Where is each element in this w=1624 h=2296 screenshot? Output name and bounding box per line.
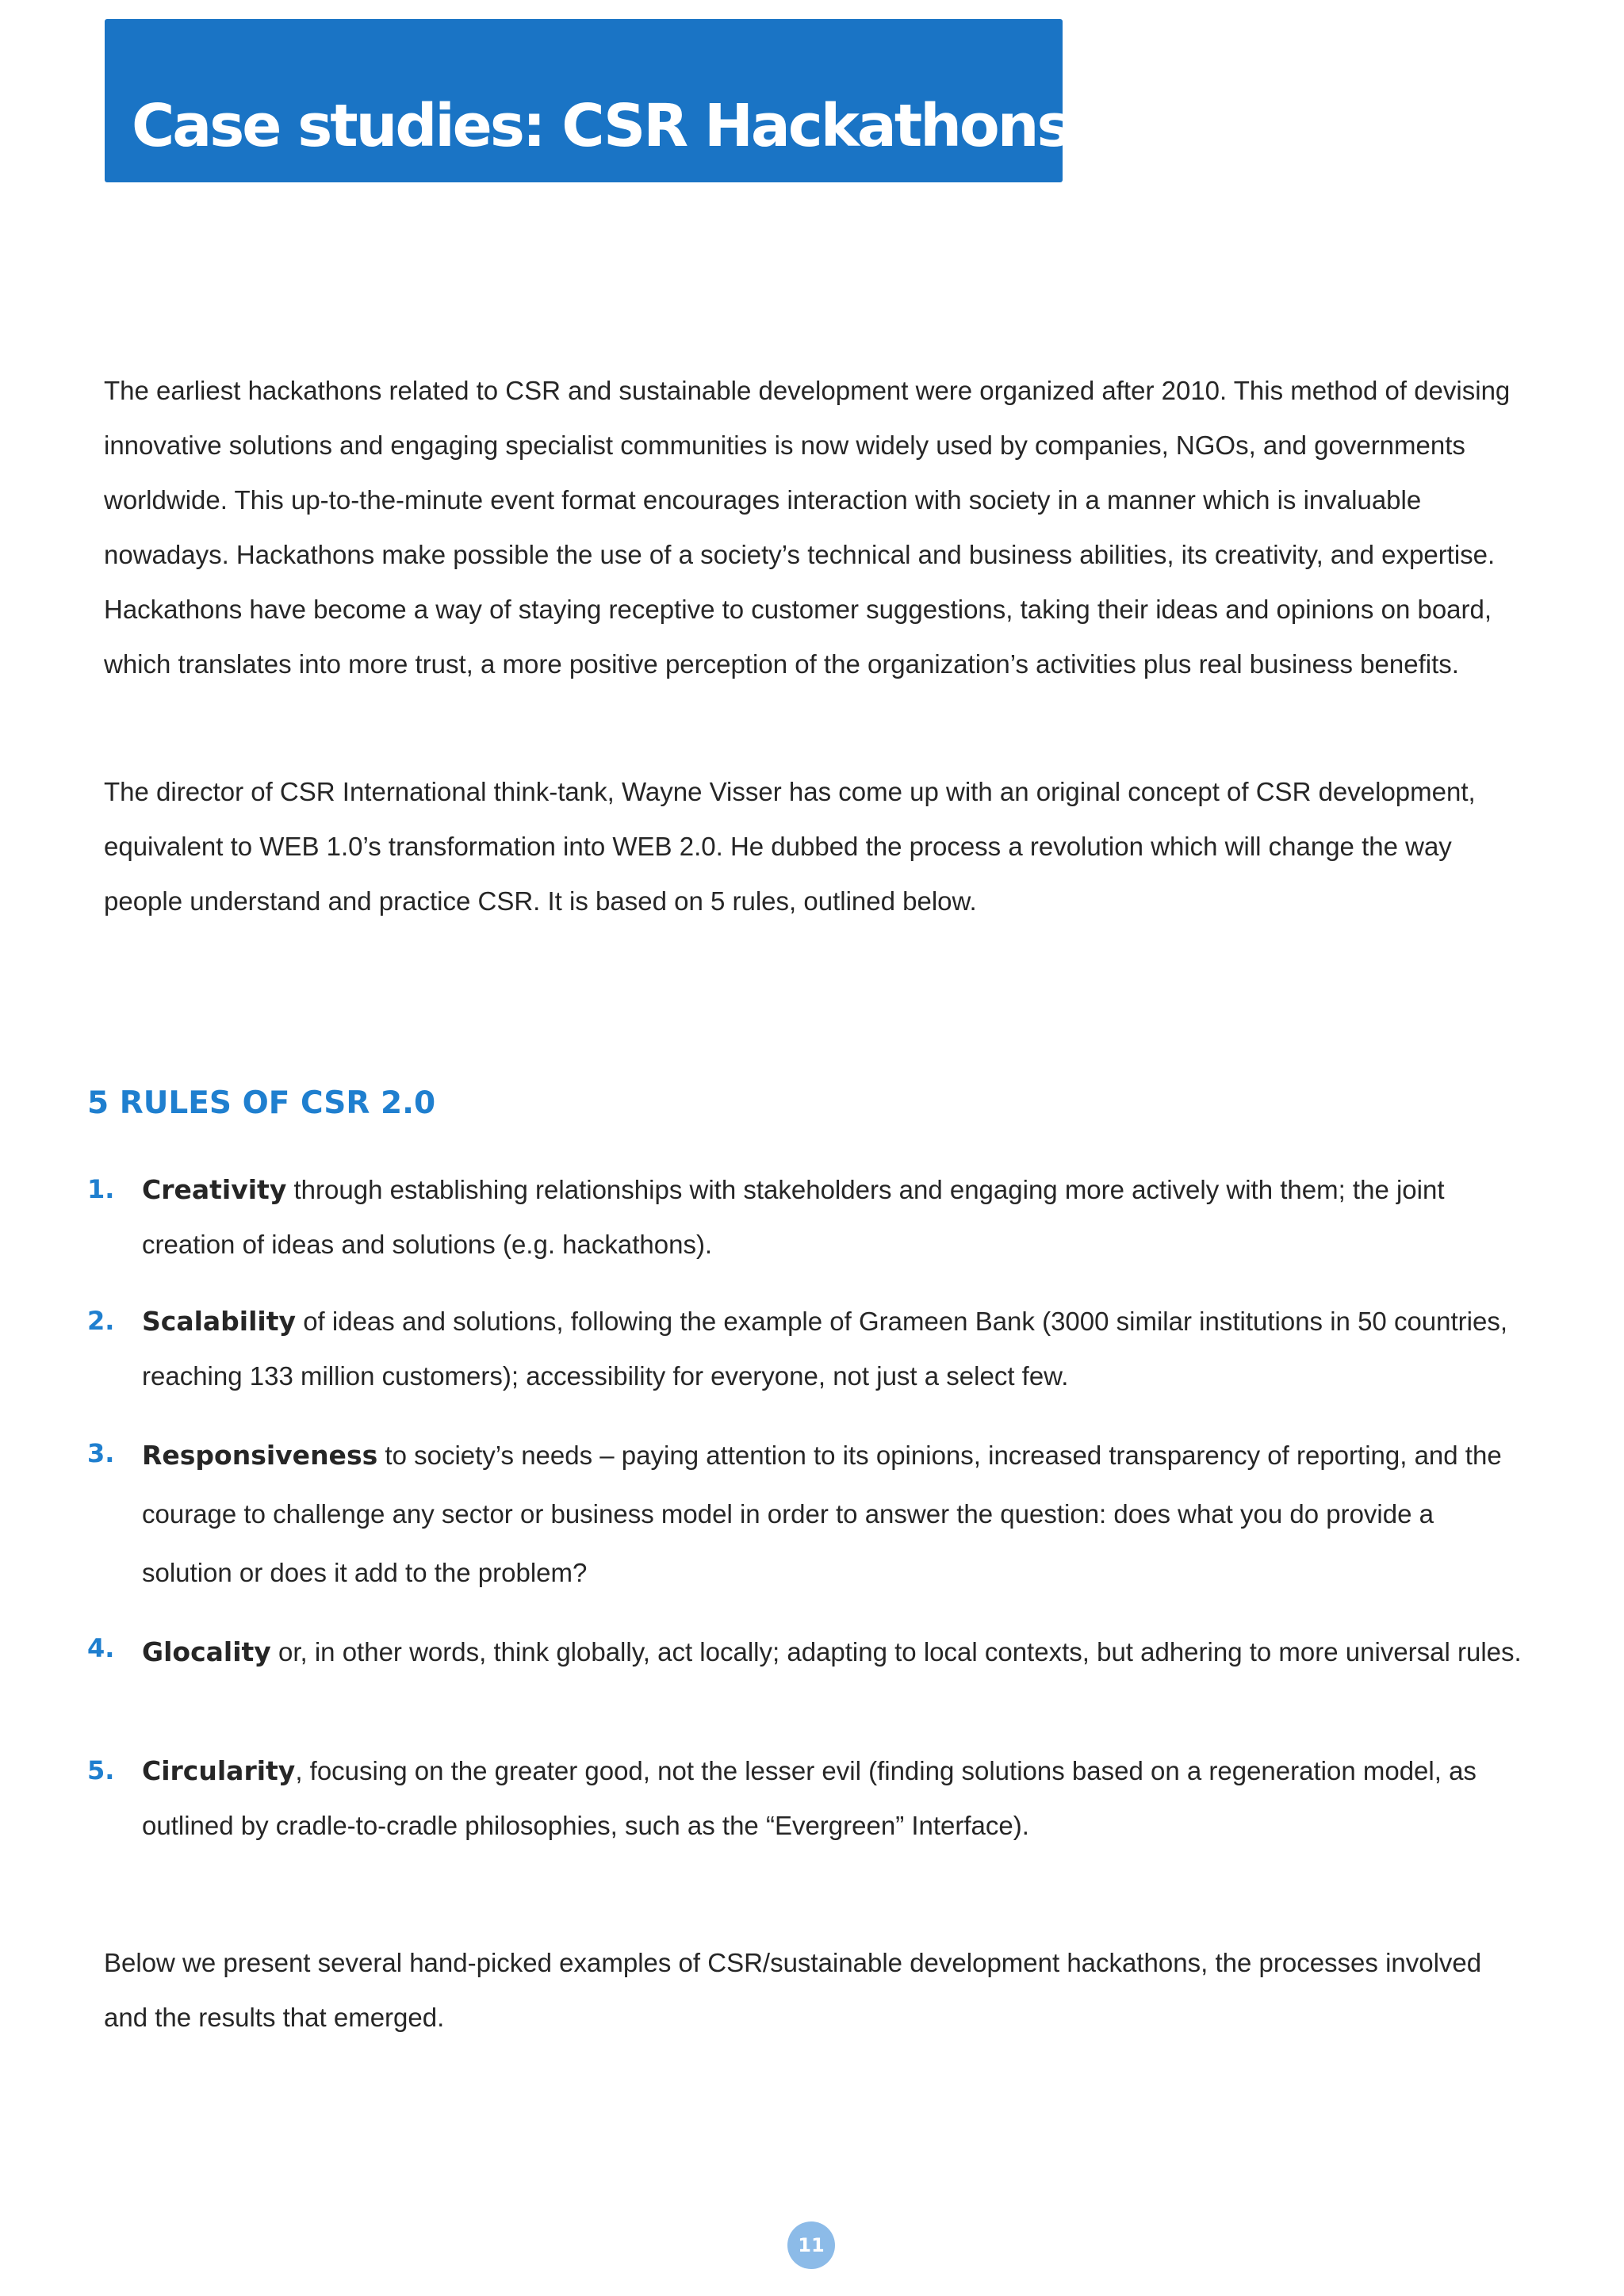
rule-text: of ideas and solutions, following the example of Grameen Bank (3000 similar institutions in 50 countries, reaching 133 million customers); accessibility for everyone, not just a select few. [142, 1307, 1508, 1391]
rule-term: Glocality [142, 1636, 271, 1667]
rule-body [142, 1743, 1526, 1853]
intro-paragraph-1: The earliest hackathons related to CSR and sustainable development were organized after 2010. This method of devising innovative solutions and engaging specialist communities is now widely used by companies, NGOs, and governments worldwide. This up-to-the-minute event format encourages interaction with society in a manner which is invaluable nowadays. Hackathons make possible the use of a society’s technical and business abilities, its creativity, and expertise. Hackathons have become a way of staying receptive to customer suggestions, taking their ideas and opinions on board, which translates into more trust, a more positive perception of the organization’s activities plus real business benefits. [104, 376, 1511, 679]
page-title: Case studies: CSR Hackathons [132, 92, 1070, 160]
rule-text: through establishing relationships with stakeholders and engaging more actively with them; the joint creation of ideas and solutions (e.g. hackathons). [142, 1175, 1445, 1259]
rule-number: 5. [87, 1755, 115, 1785]
rule-term: Scalability [142, 1306, 297, 1337]
rule-text: or, in other words, think globally, act locally; adapting to local contexts, but adhering to more universal rules. [270, 1637, 1522, 1667]
rule-body [142, 1162, 1526, 1272]
outro-paragraph: Below we present several hand-picked examples of CSR/sustainable development hackathons, the processes involved and the results that emerged. [104, 1948, 1482, 2032]
rule-number: 2. [87, 1306, 115, 1336]
rule-term: Creativity [142, 1174, 287, 1205]
rule-term: Responsiveness [142, 1440, 378, 1471]
rule-number: 4. [87, 1633, 115, 1663]
rules-heading: 5 RULES OF CSR 2.0 [87, 1085, 436, 1121]
title-banner [105, 19, 1070, 182]
intro-paragraph-2: The director of CSR International think-tank, Wayne Visser has come up with an original concept of CSR development, equivalent to WEB 1.0’s transformation into WEB 2.0. He dubbed the process a revolution which will change the way people understand and practice CSR. It is based on 5 rules, outlined below. [104, 777, 1476, 916]
page-number-badge: 11 [787, 2221, 835, 2269]
rule-body [142, 1426, 1526, 1602]
rule-body [142, 1621, 1526, 1682]
rule-number: 1. [87, 1174, 115, 1204]
rule-body [142, 1294, 1526, 1403]
rule-term: Circularity [142, 1755, 296, 1786]
rule-text: to society’s needs – paying attention to its opinions, increased transparency of reporting, and the courage to challenge any sector or business model in order to answer the question: does what you do provide a solution or does it add to the problem? [142, 1441, 1502, 1587]
rule-number: 3. [87, 1438, 115, 1468]
rule-text: , focusing on the greater good, not the lesser evil (finding solutions based on a regeneration model, as outlined by cradle-to-cradle philosophies, such as the “Evergreen” Interface). [142, 1756, 1477, 1840]
